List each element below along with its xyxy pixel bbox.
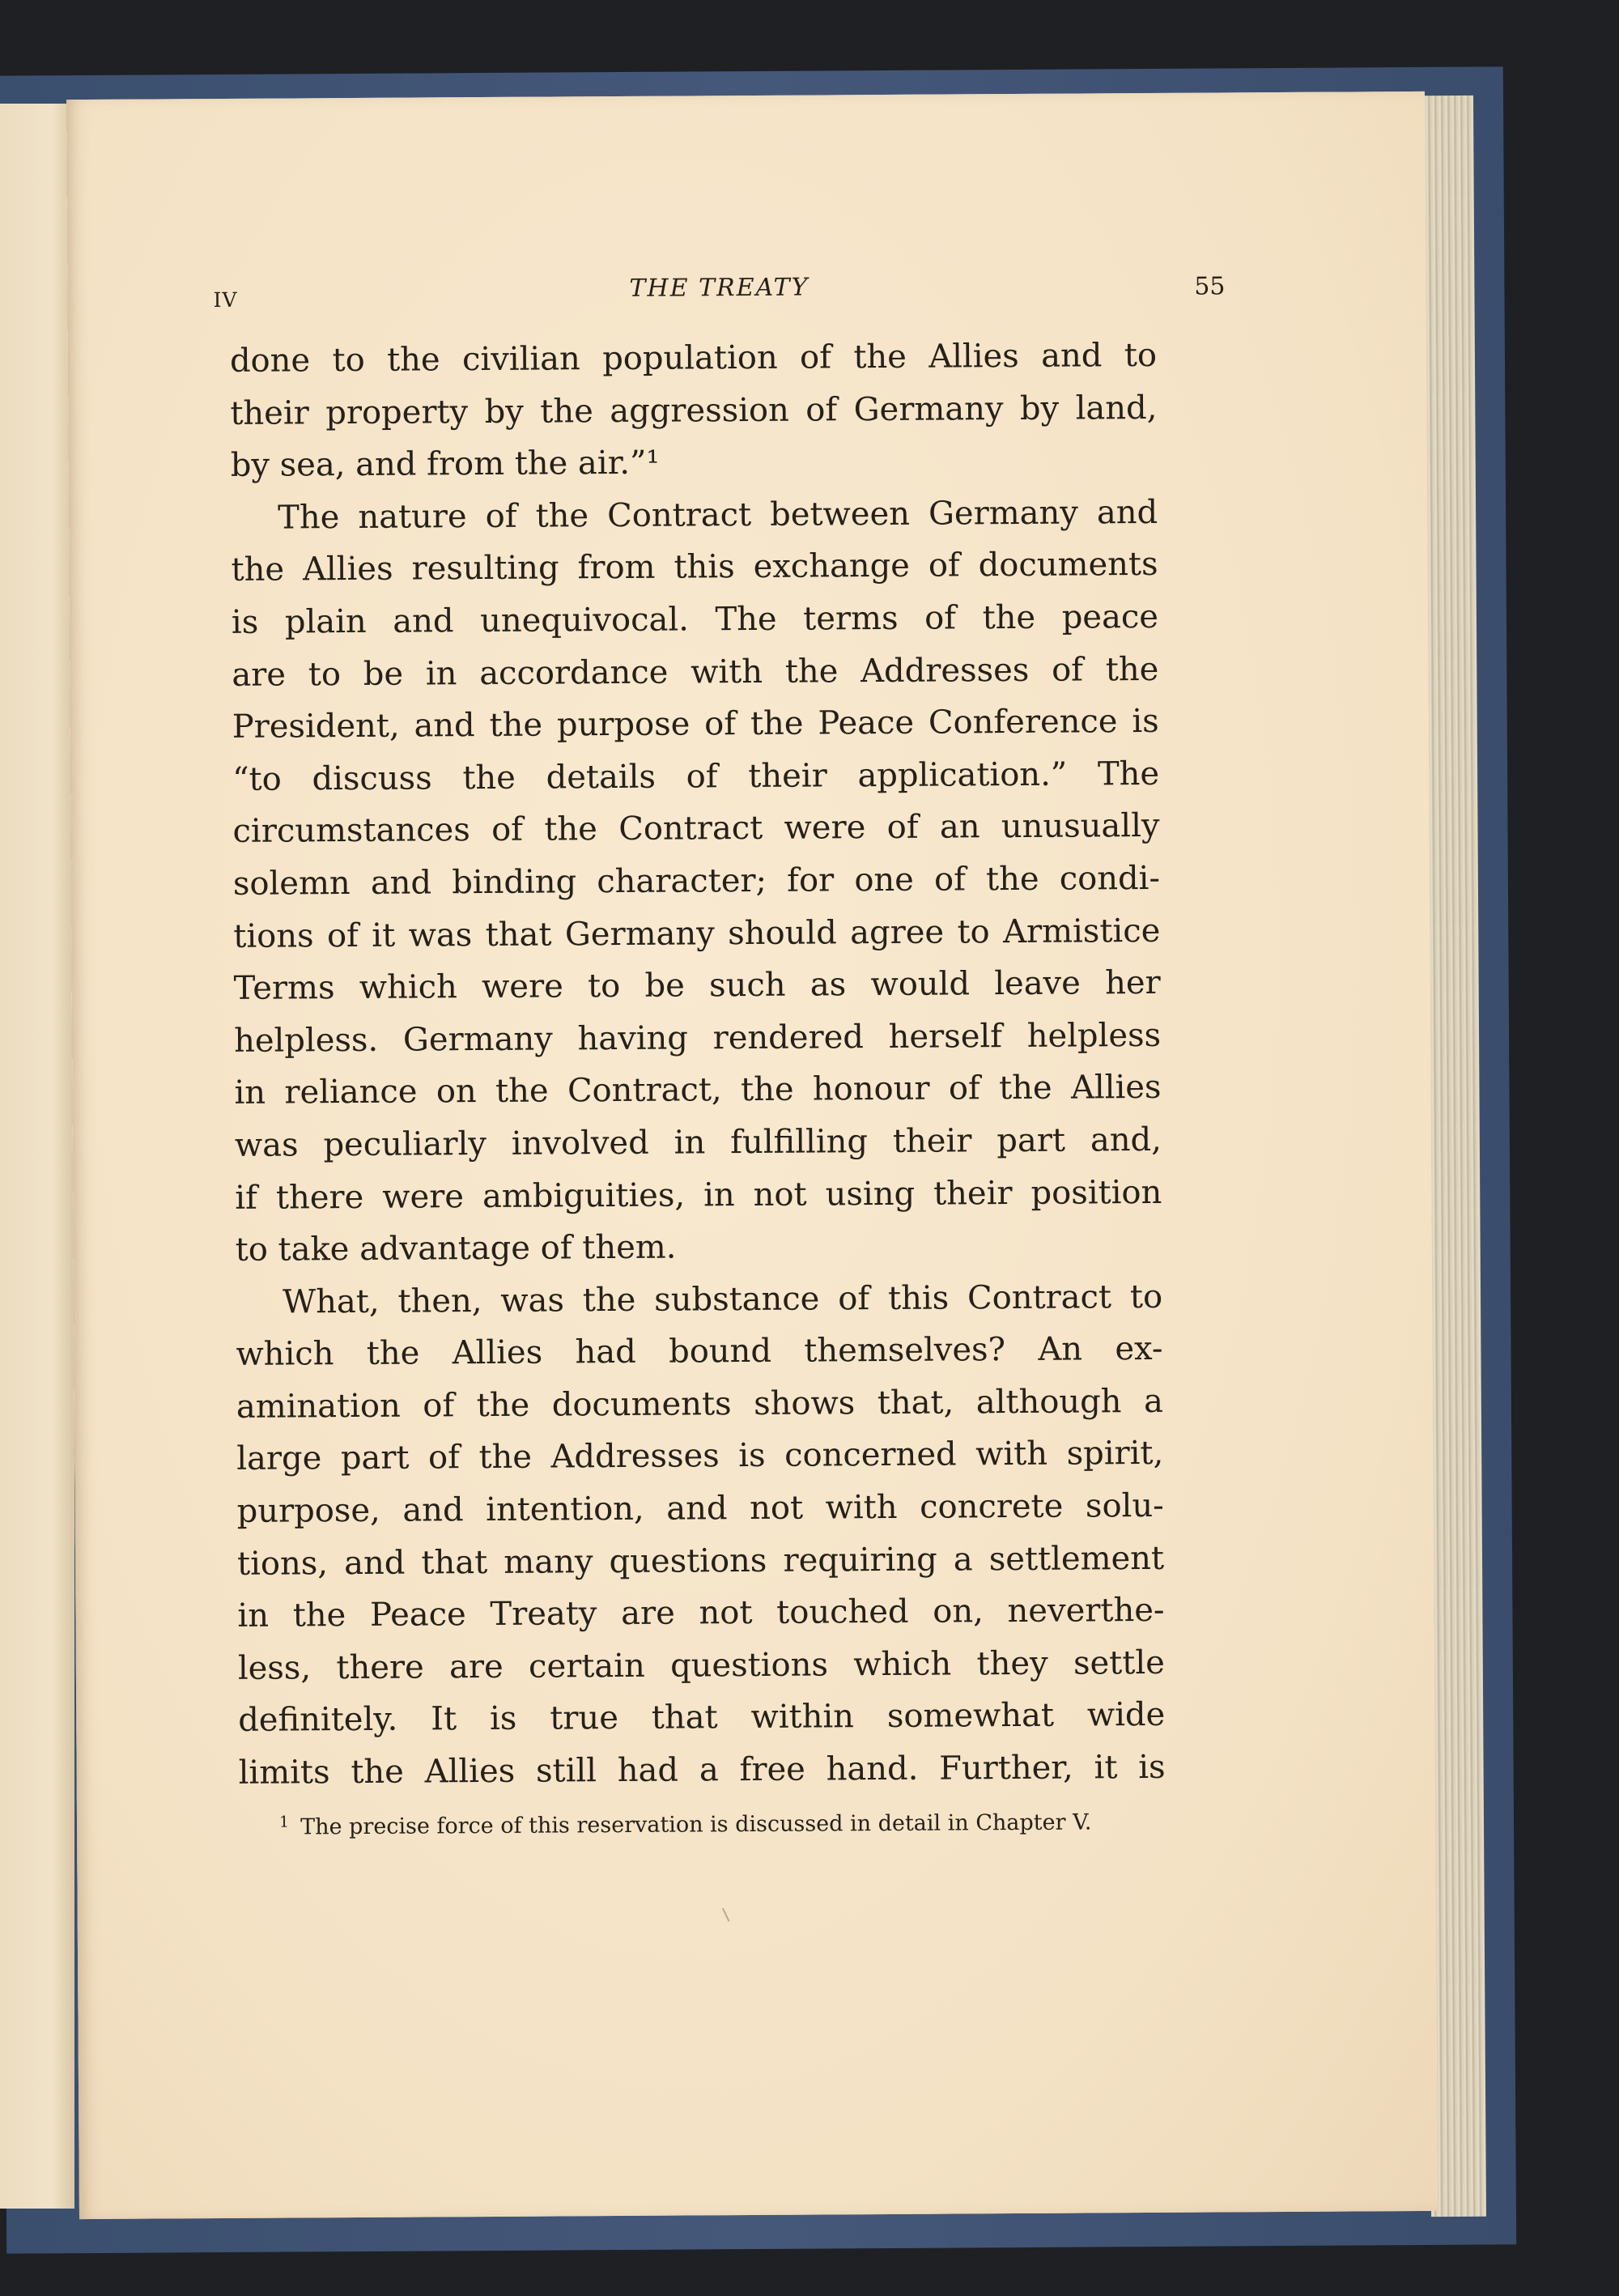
running-head (213, 270, 1225, 317)
text-line: is plain and unequivocal. The terms of the peace (231, 597, 1159, 641)
running-title: THE TREATY (629, 273, 810, 303)
page-number: 55 (1194, 272, 1226, 301)
text-line: if there were ambiguities, in not using their position (235, 1173, 1162, 1217)
paper-speck (722, 1908, 730, 1922)
text-line: What, then, was the substance of this Contract to (282, 1278, 1163, 1321)
text-line: purpose, and intention, and not with concrete solu- (236, 1486, 1164, 1530)
left-page-edge (0, 104, 74, 2209)
text-line: large part of the Addresses is concerned with spirit, (236, 1435, 1164, 1478)
text-line: by sea, and from the air.”¹ (230, 444, 660, 485)
text-line: the Allies resulting from this exchange of documents (231, 546, 1158, 589)
footnote-marker: 1 (278, 1813, 290, 1831)
chapter-number: IV (213, 287, 238, 313)
text-line: “to discuss the details of their application.” The (232, 755, 1160, 798)
text-line: in the Peace Treaty are not touched on, neverthe- (237, 1592, 1165, 1635)
text-line: are to be in accordance with the Addresses of the (232, 650, 1159, 694)
text-line: limits the Allies still had a free hand. Further, it is (238, 1748, 1166, 1792)
footnote-text: The precise force of this reservation is discussed in detail in Chapter V. (300, 1809, 1092, 1840)
text-line: less, there are certain questions which they settle (237, 1643, 1165, 1687)
footnote (279, 1808, 1092, 1839)
text-line: helpless. Germany having rendered herself helpless (233, 1016, 1162, 1060)
text-line: The nature of the Contract between Germany and (278, 493, 1158, 537)
text-line: circumstances of the Contract were of an unusually (232, 807, 1160, 851)
text-line: in reliance on the Contract, the honour of the Allies (234, 1069, 1162, 1112)
text-line: was peculiarly involved in fulfilling their part and, (234, 1120, 1162, 1164)
book-page (66, 91, 1438, 2219)
text-line: done to the civilian population of the Allies and to (229, 336, 1158, 380)
text-line: Terms which were to be such as would leave her (233, 964, 1161, 1008)
text-line: definitely. It is true that within somewhat wide (238, 1696, 1166, 1740)
text-line: tions of it was that Germany should agree to Armistice (233, 912, 1161, 955)
text-line: tions, and that many questions requiring a settlement (236, 1539, 1165, 1583)
text-line: President, and the purpose of the Peace Conference is (232, 703, 1159, 746)
text-line: which the Allies had bound themselves? An ex- (236, 1330, 1163, 1374)
text-line: their property by the aggression of Germany by land, (230, 389, 1158, 432)
text-line: to take advantage of them. (235, 1228, 677, 1269)
text-line: amination of the documents shows that, although a (236, 1382, 1164, 1426)
text-line: solemn and binding character; for one of the condi- (232, 859, 1161, 903)
body-text (230, 330, 1166, 1800)
